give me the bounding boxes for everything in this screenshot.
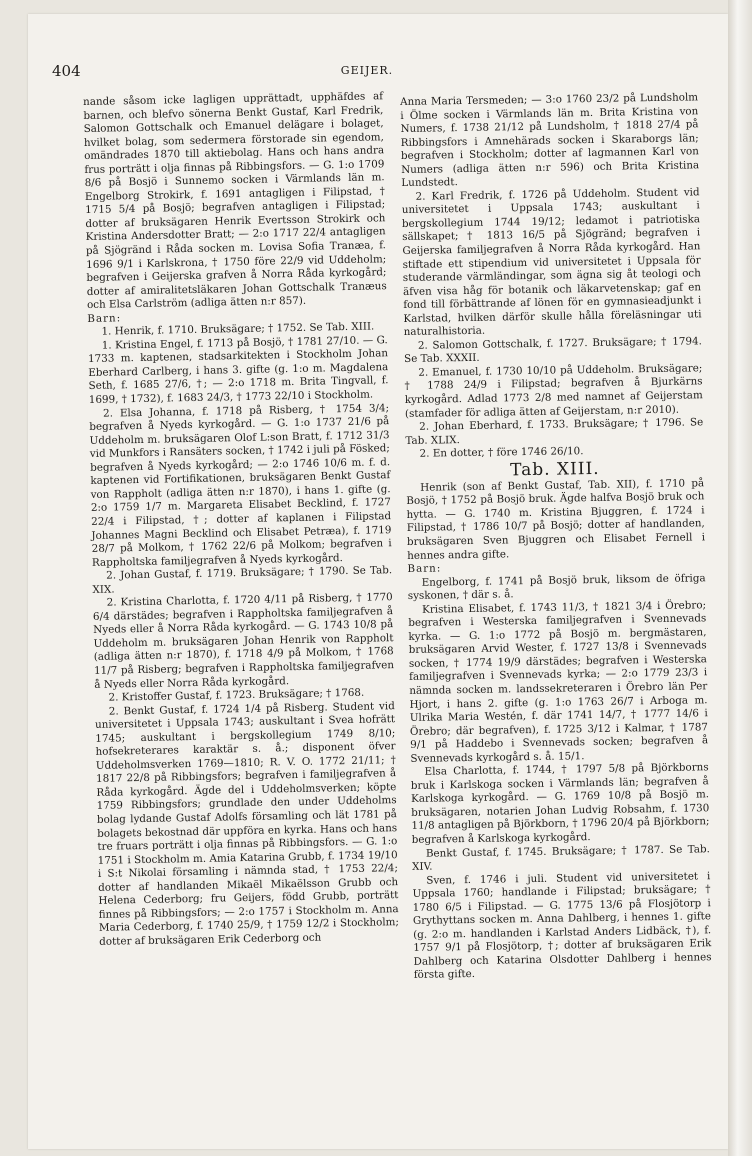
entry-paragraph: 2. Salomon Gottschalk, f. 1727. Bruksägare; † 1794. Se Tab. XXXII.	[404, 335, 702, 366]
entry-paragraph: 2. Kristoffer Gustaf, f. 1723. Bruksägare; † 1768.	[108, 686, 365, 704]
entry-paragraph: Benkt Gustaf, f. 1745. Bruksägare; † 1787. Se Tab. XIV.	[412, 842, 710, 873]
entry-paragraph: 2. Elsa Johanna, f. 1718 på Risberg, † 1754 3/4; begrafven å Nyeds kyrkogård. — G. 1:o 1737 21/6 på Uddeholm m. bruksägaren Olof L:son Bratt, f. 1712 31/3 vid Munkfors i Ransäters socken, † 1742 i juli på Fösked; begrafven å Nyeds kyrkogård; — 2:o 1746 10/6 m. f. d. kaptenen vid Fortifikationen, bruksägaren Benkt Gustaf von Rappholt (adliga ätten n:r 1870), i hans 1. gifte (g. 2:o 1759 1/7 m. Margareta Elisabet Becklind, f. 1727 22/4 i Filipstad, †; dotter af kaplanen i Filipstad Johannes Magni Becklind och Elisabet Petræa), f. 1719 28/7 på Molkom, † 1762 22/6 på Molkom; begrafven i Rappholtska familjegrafven å Nyeds kyrkogård.	[89, 401, 392, 569]
entry-paragraph: 2. Johan Gustaf, f. 1719. Bruksägare; † 1790. Se Tab. XIX.	[92, 564, 393, 596]
left-column	[83, 90, 399, 949]
running-title: GEIJER.	[340, 64, 394, 77]
page-number: 404	[52, 62, 81, 80]
entry-paragraph: 2. En dotter, † före 1746 26/10.	[419, 445, 584, 460]
entry-paragraph: Anna Maria Tersmeden; — 3:o 1760 23/2 på Lundsholm i Ölme socken i Värmlands län m. Brita Kristina von Numers, f. 1738 21/12 på Lundsholm, † 1818 27/4 på Ribbingsfors i Amnehärads socken i Skaraborgs län; begrafven i Stockholm; dotter af lagmannen Karl von Numers (adliga ätten n:r 596) och Brita Kristina Lundstedt.	[400, 91, 700, 190]
entry-paragraph: 2. Benkt Gustaf, f. 1724 1/4 på Risberg. Student vid universitetet i Uppsala 1743; auskultant i Svea hofrätt 1745; auskultant i bergskollegium 1749 8/10; hofsekreterares karaktär s. å.; disponent öfver Uddeholmsverken 1769—1810; R. V. O. 1772 21/11; † 1817 22/8 på Ribbingsfors; begrafven i familjegrafven å Råda kyrkogård. Ägde del i Uddeholmsverken; köpte 1759 Ribbingsfors; grundlade den under Uddeholms bolag lydande Gustaf Adolfs församling och lät 1781 på bolagets bekostnad där uppföra en kyrka. Hans och hans tre fruars porträtt i olja finnas på Ribbingsfors. — G. 1:o 1751 i Stockholm m. Amia Katarina Grubb, f. 1734 19/10 i S:t Nikolai församling i nämnda stad, † 1753 22/4; dotter af handlanden Mikaël Mikaëlsson Grubb och Helena Cederborg; fru Geijers, född Grubb, porträtt finnes på Ribbingsfors; — 2:o 1757 i Stockholm m. Anna Maria Cederborg, f. 1740 25/9, † 1759 12/2 i Stockholm; dotter af bruksägaren Erik Cederborg och	[94, 699, 400, 948]
children-label: Barn:	[87, 312, 122, 325]
entry-paragraph: 2. Kristina Charlotta, f. 1720 4/11 på Risberg, † 1770 6/4 därstädes; begrafven i Rappholtska familjegrafven å Nyeds eller å Norra Råda kyrkogård. — G. 1743 10/8 på Uddeholm m. bruksägaren Johan Henrik von Rappholt (adliga ätten n:r 1870), f. 1718 4/9 på Molkom, † 1768 11/7 på Risberg; begrafven i Rappholtska familjegrafven å Nyeds eller Norra Råda kyrkogård.	[92, 591, 395, 691]
right-column	[400, 91, 712, 983]
entry-paragraph: nande såsom icke lagligen upprättadt, upphäfdes af barnen, och blefvo sönerna Benkt Gustaf, Karl Fredrik, Salomon Gottschalk och Emanuel delägare i bolaget, hvilket bolag, som sedermera förstorade sin egendom, omändrades 1870 till aktiebolag. Hans och hans andra frus porträtt i olja finnas på Ribbingsfors. — G. 1:o 1709 8/6 på Bosjö i Sunnemo socken i Värmlands län m. Engelborg Strokirk, f. 1691 antagligen i Filipstad, † 1715 5/4 på Bosjö; begrafven antagligen i Filipstad; dotter af bruksägaren Henrik Evertsson Strokirk och Kristina Andersdotter Bratt; — 2:o 1717 22/4 antagligen på Sjögränd i Råda socken m. Lovisa Sofia Tranæa, f. 1696 9/1 i Karlskrona, † 1750 före 22/9 vid Uddeholm; begrafven i Geijerska grafven å Norra Råda kyrkogård; dotter af amiralitetsläkaren Johan Gottschalk Tranæus och Elsa Carlström (adliga ätten n:r 857).	[83, 90, 387, 312]
entry-paragraph: Henrik (son af Benkt Gustaf, Tab. XII), f. 1710 på Bosjö, † 1752 på Bosjö bruk. Ägde halfva Bosjö bruk och hytta. — G. 1740 m. Kristina Bjuggren, f. 1724 i Filipstad, † 1786 10/7 på Bosjö; dotter af handlanden, bruksägaren Sven Bjuggren och Elisabet Fernell i hennes andra gifte.	[406, 477, 706, 562]
entry-paragraph: 1. Henrik, f. 1710. Bruksägare; † 1752. Se Tab. XIII.	[101, 320, 375, 338]
entry-paragraph: Engelborg, f. 1741 på Bosjö bruk, liksom de öfriga syskonen, † där s. å.	[407, 571, 706, 603]
entry-paragraph: Kristina Elisabet, f. 1743 11/3, † 1821 3/4 i Örebro; begrafven i Westerska familjegrafven i Svennevads kyrka. — G. 1:o 1772 på Bosjö m. bergmästaren, bruksägaren Arvid Wester, f. 1727 13/8 i Svennevads socken, † 1774 19/9 därstädes; begrafven i Westerska familjegrafven i Svennevads kyrka; — 2:o 1779 23/3 i nämnda socken m. landssekreteraren i Örebro län Per Hjort, i hans 2. gifte (g. 1:o 1763 26/7 i Arboga m. Ulrika Maria Westén, f. där 1741 14/7, † 1777 14/6 i Örebro; där begrafven), f. 1725 3/12 i Kalmar, † 1787 9/1 på Haddebo i Svennevads socken; begrafven å Svennevads kyrkogård s. å. 15/1.	[408, 598, 709, 765]
entry-paragraph: 2. Johan Eberhard, f. 1733. Bruksägare; † 1796. Se Tab. XLIX.	[405, 416, 704, 447]
entry-paragraph: 2. Emanuel, f. 1730 10/10 på Uddeholm. Bruksägare; † 1788 24/9 i Filipstad; begrafven å Bjurkärns kyrkogård. Adlad 1773 2/8 med namnet af Geijerstam (stamfader för adliga ätten af Geijerstam, n:r 2010).	[404, 362, 703, 420]
table-heading: Tab. XIII.	[509, 458, 600, 481]
entry-paragraph: Sven, f. 1746 i juli. Student vid universitetet i Uppsala 1760; handlande i Filipstad; bruksägare; † 1780 6/5 i Filipstad. — G. 1775 13/6 på Flosjötorp i Grythyttans socken m. Anna Dahlberg, i hennes 1. gifte (g. 2:o m. handlanden i Karlstad Anders Lidbäck, †), f. 1757 9/1 på Flosjötorp, †; dotter af bruksägaren Erik Dahlberg och Katarina Olsdotter Dahlberg i hennes första gifte.	[412, 869, 712, 982]
entry-paragraph: Elsa Charlotta, f. 1744, † 1797 5/8 på Björkborns bruk i Karlskoga socken i Värmlands län; begrafven å Karlskoga kyrkogård. — G. 1769 10/8 på Bosjö m. bruksägaren, notarien Johan Ludvig Robsahm, f. 1730 11/8 antagligen på Björkborn, † 1796 20/4 på Björkborn; begrafven å Karlskoga kyrkogård.	[410, 761, 710, 846]
page-edge	[728, 0, 752, 1156]
entry-paragraph: 1. Kristina Engel, f. 1713 på Bosjö, † 1781 27/10. — G. 1733 m. kaptenen, stadsarkitekten i Stockholm Johan Eberhard Carlberg, i hans 3. gifte (g. 1:o m. Magdalena Seth, f. 1685 27/6, †; — 2:o 1718 m. Brita Tingvall, f. 1699, † 1732), f. 1683 24/3, † 1773 22/10 i Stockholm.	[87, 334, 389, 406]
entry-paragraph: 2. Karl Fredrik, f. 1726 på Uddeholm. Student vid universitetet i Uppsala 1743; auskultant i bergskollegium 1744 19/12; ledamot i patriotiska sällskapet; † 1813 16/5 på Sjögränd; begrafven i Geijerska familjegrafven å Norra Råda kyrkogård. Han stiftade ett stipendium vid universitetet i Uppsala för studerande värmländingar, som ägna sig åt teologi och äfven visa håg för botanik och läkarvetenskap; gaf en fond till förbättrande af lönen för en gymnasieadjunkt i Karlstad, hvilken därför skulle hålla föreläsningar uti naturalhistoria.	[401, 186, 702, 339]
page-header	[52, 62, 682, 84]
children-label: Barn:	[407, 562, 442, 575]
